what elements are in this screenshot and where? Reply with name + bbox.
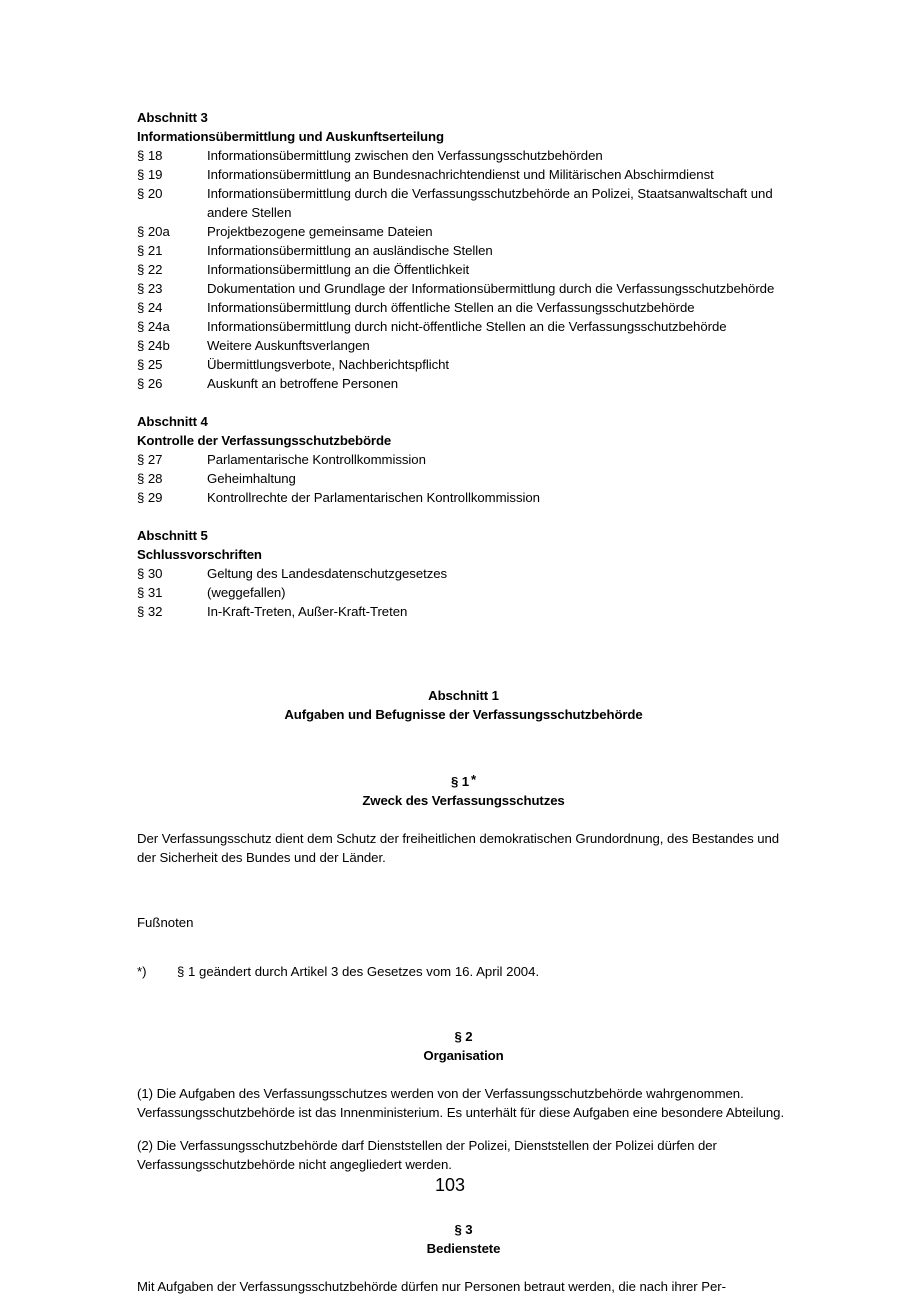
spacer bbox=[137, 932, 790, 962]
toc-entry[interactable] bbox=[137, 336, 790, 355]
toc-entry-number: § 20a bbox=[137, 224, 170, 239]
toc-entry-list bbox=[137, 564, 790, 621]
paragraph-3-title: Bedienstete bbox=[426, 1241, 501, 1256]
toc-entry-number: § 25 bbox=[137, 357, 163, 372]
toc-entry-title: Kontrollrechte der Parlamentarischen Kontrollkommission bbox=[207, 490, 540, 505]
toc-entry-title: Weitere Auskunftsverlangen bbox=[207, 338, 370, 353]
paragraph-3-heading-block bbox=[137, 1220, 790, 1258]
toc-entry[interactable] bbox=[137, 279, 790, 298]
toc-entry[interactable] bbox=[137, 298, 790, 317]
abschnitt-1-heading-block bbox=[137, 686, 790, 724]
toc-entry[interactable] bbox=[137, 488, 790, 507]
spacer bbox=[137, 1122, 790, 1136]
toc-entry[interactable] bbox=[137, 374, 790, 393]
toc-entry-title: Informationsübermittlung durch öffentliche Stellen an die Verfassungsschutzbehörde bbox=[207, 300, 695, 315]
toc-entry[interactable] bbox=[137, 450, 790, 469]
toc-entry-number: § 30 bbox=[137, 566, 163, 581]
toc-entry-title: Informationsübermittlung an ausländische Stellen bbox=[207, 243, 493, 258]
page-number: 103 bbox=[434, 1175, 466, 1195]
toc-entry-title: (weggefallen) bbox=[207, 585, 286, 600]
toc-section-abschnitt-4 bbox=[137, 412, 790, 507]
toc-entry-number: § 32 bbox=[137, 604, 163, 619]
toc-entry-number: § 31 bbox=[137, 585, 163, 600]
spacer bbox=[137, 1258, 790, 1277]
toc-entry-title: Dokumentation und Grundlage der Informationsübermittlung durch die Verfassungsschutzbehörde bbox=[207, 281, 775, 296]
toc-entry-number: § 22 bbox=[137, 262, 163, 277]
page-content bbox=[137, 108, 790, 1296]
footnote-marker-icon: * bbox=[471, 772, 477, 787]
toc-section-abschnitt-5 bbox=[137, 526, 790, 621]
spacer bbox=[137, 1065, 790, 1084]
toc-entry[interactable] bbox=[137, 355, 790, 374]
toc-entry[interactable] bbox=[137, 317, 790, 336]
toc-entry[interactable] bbox=[137, 165, 790, 184]
toc-entry-title: Informationsübermittlung an die Öffentlichkeit bbox=[207, 262, 470, 277]
toc-entry-title: Informationsübermittlung zwischen den Verfassungsschutzbehörden bbox=[207, 148, 603, 163]
toc-entry-list bbox=[137, 146, 790, 393]
toc-entry-title: Auskunft an betroffene Personen bbox=[207, 376, 399, 391]
toc-entry-number: § 23 bbox=[137, 281, 163, 296]
paragraph-2-title: Organisation bbox=[423, 1048, 504, 1063]
paragraph-1-text: Der Verfassungsschutz dient dem Schutz der freiheitlichen demokratischen Grundordnung, des Bestandes und der Sicherheit des Bundes und der Länder. bbox=[137, 831, 780, 865]
toc-entry[interactable] bbox=[137, 241, 790, 260]
footnotes-heading: Fußnoten bbox=[137, 915, 194, 930]
toc-entry-number: § 18 bbox=[137, 148, 163, 163]
paragraph-2-text-2: (2) Die Verfassungsschutzbehörde darf Dienststellen der Polizei, Dienststellen der Polizei dürfen der Verfassungsschutzbehörde nicht angegliedert werden. bbox=[137, 1138, 717, 1172]
toc-section-label: Abschnitt 5 bbox=[137, 528, 208, 543]
toc-entry-title: Projektbezogene gemeinsame Dateien bbox=[207, 224, 433, 239]
toc-entry-number: § 20 bbox=[137, 186, 163, 201]
toc-entry-title: Geltung des Landesdatenschutzgesetzes bbox=[207, 566, 448, 581]
paragraph-2-number: § 2 bbox=[454, 1029, 473, 1044]
toc-entry-number: § 24b bbox=[137, 338, 170, 353]
toc-entry-number: § 24a bbox=[137, 319, 170, 334]
footnote-mark: *) bbox=[137, 964, 147, 979]
toc-entry-number: § 27 bbox=[137, 452, 163, 467]
toc-entry-title: Informationsübermittlung an Bundesnachrichtendienst und Militärischen Abschirmdienst bbox=[207, 167, 714, 182]
toc-section-title: Informationsübermittlung und Auskunftserteilung bbox=[137, 129, 444, 144]
toc-entry[interactable] bbox=[137, 222, 790, 241]
abschnitt-1-label: Abschnitt 1 bbox=[428, 688, 499, 703]
toc-entry[interactable] bbox=[137, 184, 790, 222]
paragraph-1-heading-block bbox=[137, 770, 790, 810]
toc-entry-number: § 24 bbox=[137, 300, 163, 315]
toc-entry[interactable] bbox=[137, 583, 790, 602]
toc-entry[interactable] bbox=[137, 260, 790, 279]
toc-entry-title: Übermittlungsverbote, Nachberichtspflicht bbox=[207, 357, 450, 372]
paragraph-3-text-1: Mit Aufgaben der Verfassungsschutzbehörde dürfen nur Personen betraut werden, die nach ihrer Per- bbox=[137, 1279, 726, 1294]
toc-section-label: Abschnitt 3 bbox=[137, 110, 208, 125]
toc-section-title: Kontrolle der Verfassungsschutzbebörde bbox=[137, 433, 392, 448]
toc-entry-number: § 21 bbox=[137, 243, 163, 258]
spacer bbox=[137, 981, 790, 1027]
paragraph-2-text-1: (1) Die Aufgaben des Verfassungsschutzes werden von der Verfassungsschutzbehörde wahrgenommen. Verfassungsschutzbehörde ist das Innenministerium. Es unterhält für diese Aufgaben eine besondere Abteilung. bbox=[137, 1086, 785, 1120]
toc-entry[interactable] bbox=[137, 564, 790, 583]
spacer bbox=[137, 724, 790, 770]
toc-section-abschnitt-3 bbox=[137, 108, 790, 393]
toc-section-title: Schlussvorschriften bbox=[137, 547, 262, 562]
paragraph-1-number-line bbox=[137, 770, 790, 791]
toc-entry-number: § 29 bbox=[137, 490, 163, 505]
paragraph-3-number: § 3 bbox=[454, 1222, 473, 1237]
footnote-item bbox=[137, 962, 790, 981]
toc-entry-number: § 26 bbox=[137, 376, 163, 391]
toc-entry-list bbox=[137, 450, 790, 507]
toc-entry-title: Informationsübermittlung durch nicht-öffentliche Stellen an die Verfassungsschutzbehörde bbox=[207, 319, 727, 334]
paragraph-2-heading-block bbox=[137, 1027, 790, 1065]
toc-section-label: Abschnitt 4 bbox=[137, 414, 208, 429]
toc-entry-number: § 28 bbox=[137, 471, 163, 486]
spacer bbox=[137, 810, 790, 829]
spacer bbox=[137, 867, 790, 913]
abschnitt-1-title: Aufgaben und Befugnisse der Verfassungsschutzbehörde bbox=[284, 707, 643, 722]
toc-entry[interactable] bbox=[137, 602, 790, 621]
toc-entry-title: Parlamentarische Kontrollkommission bbox=[207, 452, 426, 467]
toc-entry-number: § 19 bbox=[137, 167, 163, 182]
toc-entry[interactable] bbox=[137, 469, 790, 488]
toc-entry-title: In-Kraft-Treten, Außer-Kraft-Treten bbox=[207, 604, 408, 619]
toc-entry-title: Informationsübermittlung durch die Verfassungsschutzbehörde an Polizei, Staatsanwaltschaft und andere Stellen bbox=[207, 186, 773, 220]
paragraph-1-number: § 1 bbox=[450, 774, 469, 789]
toc-entry-title: Geheimhaltung bbox=[207, 471, 296, 486]
toc-entry[interactable] bbox=[137, 146, 790, 165]
paragraph-1-title: Zweck des Verfassungsschutzes bbox=[362, 793, 565, 808]
spacer bbox=[137, 640, 790, 686]
footnote-text: § 1 geändert durch Artikel 3 des Gesetzes vom 16. April 2004. bbox=[177, 964, 540, 979]
